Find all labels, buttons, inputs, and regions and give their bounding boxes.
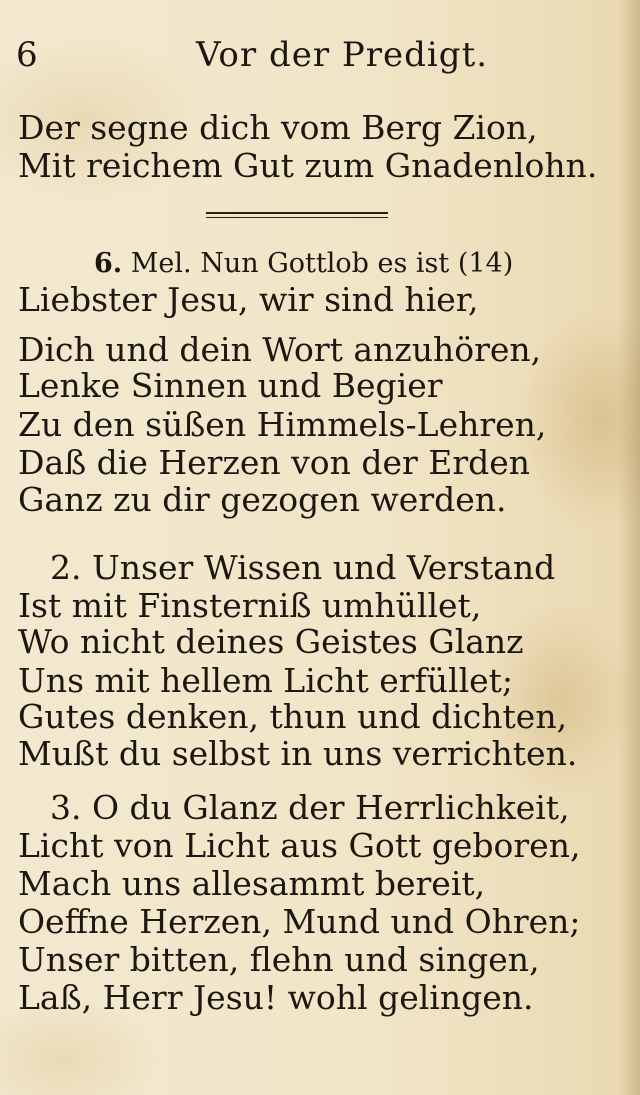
verse-line: Dich und dein Wort anzuhören,	[18, 330, 542, 369]
hymn-number: 6.	[94, 248, 123, 279]
verse-line: Daß die Herzen von der Erden	[18, 443, 531, 482]
verse-line: 3. O du Glanz der Herrlichkeit,	[50, 788, 570, 827]
section-divider	[206, 212, 388, 218]
verse-line: Licht von Licht aus Gott geboren,	[18, 826, 581, 865]
verse-line: Ist mit Finsterniß umhüllet,	[18, 586, 482, 625]
verse-line: Lenke Sinnen und Begier	[18, 366, 443, 405]
page-number: 6	[16, 35, 38, 75]
verse-line: Zu den süßen Himmels-Lehren,	[18, 405, 547, 444]
verse-line: 2. Unser Wissen und Verstand	[50, 548, 556, 587]
verse-line: Gutes denken, thun und dichten,	[18, 697, 568, 736]
verse-line: Wo nicht deines Geistes Glanz	[18, 622, 524, 661]
melody-reference: Mel. Nun Gottlob es ist (14)	[130, 248, 514, 279]
verse-line: Laß, Herr Jesu! wohl gelingen.	[18, 978, 534, 1017]
verse-line: Liebster Jesu, wir sind hier,	[18, 280, 479, 319]
verse-line: Unser bitten, flehn und singen,	[18, 940, 540, 979]
verse-line: Mach uns allesammt bereit,	[18, 864, 486, 903]
verse-line: Ganz zu dir gezogen werden.	[18, 480, 507, 519]
hymn-heading	[94, 246, 513, 282]
page-edge-shadow	[618, 0, 640, 1095]
verse-line: Oeffne Herzen, Mund und Ohren;	[18, 902, 581, 941]
verse-line: Mußt du selbst in uns verrichten.	[18, 734, 578, 773]
page-header	[16, 30, 616, 80]
verse-line: Uns mit hellem Licht erfüllet;	[18, 661, 514, 700]
verse-line: Mit reichem Gut zum Gnadenlohn.	[18, 146, 598, 185]
verse-line: Der segne dich vom Berg Zion,	[18, 108, 538, 147]
running-head: Vor der Predigt.	[196, 35, 489, 75]
